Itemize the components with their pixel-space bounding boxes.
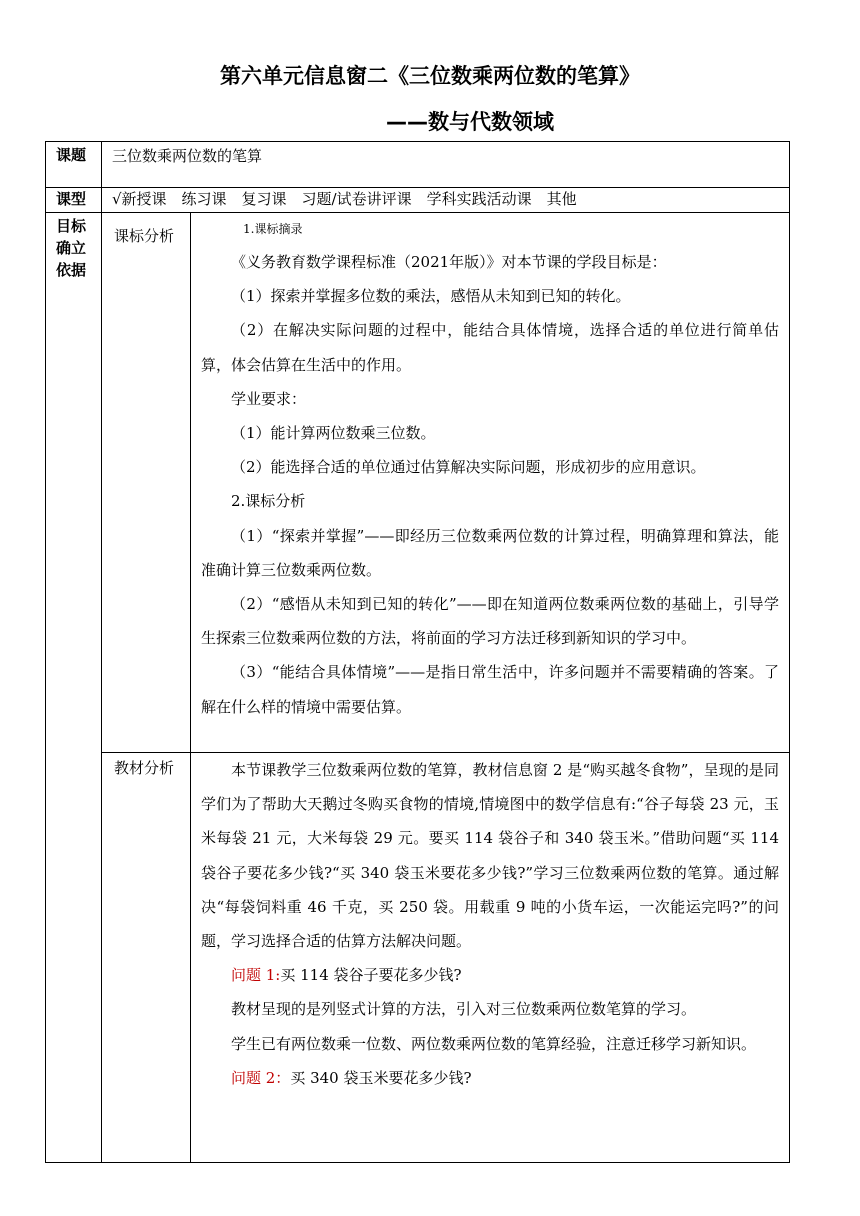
standard-content bbox=[191, 213, 790, 753]
standard-heading-2: 2.课标分析 bbox=[231, 492, 306, 511]
analysis-item: （3）“能结合具体情境”——是指日常生活中，许多问题并不需要精确的答案。了解在什么样的情境中需要估算。 bbox=[201, 663, 779, 716]
type-value: √新授课 练习课 复习课 习题/试卷讲评课 学科实践活动课 其他 bbox=[102, 188, 790, 213]
analysis-item: （1）“探索并掌握”——即经历三位数乘两位数的计算过程，明确算理和算法，能准确计算三位数乘两位数。 bbox=[201, 526, 779, 579]
material-paragraph: 本节课教学三位数乘两位数的笔算，教材信息窗 2 是“购买越冬食物”，呈现的是同学们为了帮助大天鹅过冬购买食物的情境,情境图中的数学信息有:“谷子每袋 23 元，玉米每袋 21 元，大米每袋 29 元。要买 114 袋谷子和 340 袋玉米。”借助问题“买 114 袋谷子要花多少钱?“买 340 袋玉米要花多少钱?”学习三位数乘两位数的笔算。通过解决“每袋饲料重 46 千克，买 250 袋。用载重 9 吨的小货车运，一次能运完吗?”的问题，学习选择合适的估算方法解决问题。 bbox=[201, 761, 779, 951]
topic-value: 三位数乘两位数的笔算 bbox=[102, 142, 790, 188]
topic-label: 课题 bbox=[46, 142, 102, 188]
requirement-item: （1）能计算两位数乘三位数。 bbox=[231, 424, 436, 443]
question-2-label: 问题 2： bbox=[231, 1068, 291, 1087]
basis-label: 目标确立依据 bbox=[46, 213, 102, 1163]
type-label: 课型 bbox=[46, 188, 102, 213]
goal-item: （1）探索并掌握多位数的乘法，感悟从未知到已知的转化。 bbox=[231, 287, 631, 306]
question-1-label: 问题 1: bbox=[231, 966, 281, 985]
question-1 bbox=[201, 958, 779, 992]
material-content bbox=[191, 753, 790, 1163]
lesson-plan-table bbox=[45, 141, 790, 1163]
requirement-item: （2）能选择合适的单位通过估算解决实际问题，形成初步的应用意识。 bbox=[231, 458, 706, 477]
type-row bbox=[46, 188, 790, 213]
material-paragraph: 教材呈现的是列竖式计算的方法，引入对三位数乘两位数笔算的学习。 bbox=[231, 1000, 697, 1019]
question-1-text: 买 114 袋谷子要花多少钱? bbox=[280, 966, 462, 985]
analysis-item: （2）“感悟从未知到已知的转化”——即在知道两位数乘两位数的基础上，引导学生探索三位数乘两位数的方法，将前面的学习方法迁移到新知识的学习中。 bbox=[201, 595, 779, 648]
question-2 bbox=[201, 1061, 779, 1095]
material-paragraph: 学生已有两位数乘一位数、两位数乘两位数的笔算经验，注意迁移学习新知识。 bbox=[231, 1034, 757, 1053]
standard-heading-1: 1.课标摘录 bbox=[243, 222, 303, 236]
standard-intro: 《义务教育数学课程标准（2021年版）》对本节课的学段目标是： bbox=[231, 253, 667, 271]
standard-row bbox=[46, 213, 790, 753]
material-label: 教材分析 bbox=[102, 753, 191, 1163]
standard-label: 课标分析 bbox=[102, 213, 191, 753]
question-2-text: 买 340 袋玉米要花多少钱? bbox=[290, 1068, 472, 1087]
topic-row bbox=[46, 142, 790, 188]
page-title: 第六单元信息窗二《三位数乘两位数的笔算》 bbox=[220, 64, 640, 88]
requirements-heading: 学业要求： bbox=[231, 389, 307, 408]
material-row bbox=[46, 753, 790, 1163]
page-subtitle: ——数与代数领域 bbox=[386, 110, 554, 134]
goal-item: （2）在解决实际问题的过程中，能结合具体情境，选择合适的单位进行简单估算，体会估算在生活中的作用。 bbox=[201, 321, 779, 374]
